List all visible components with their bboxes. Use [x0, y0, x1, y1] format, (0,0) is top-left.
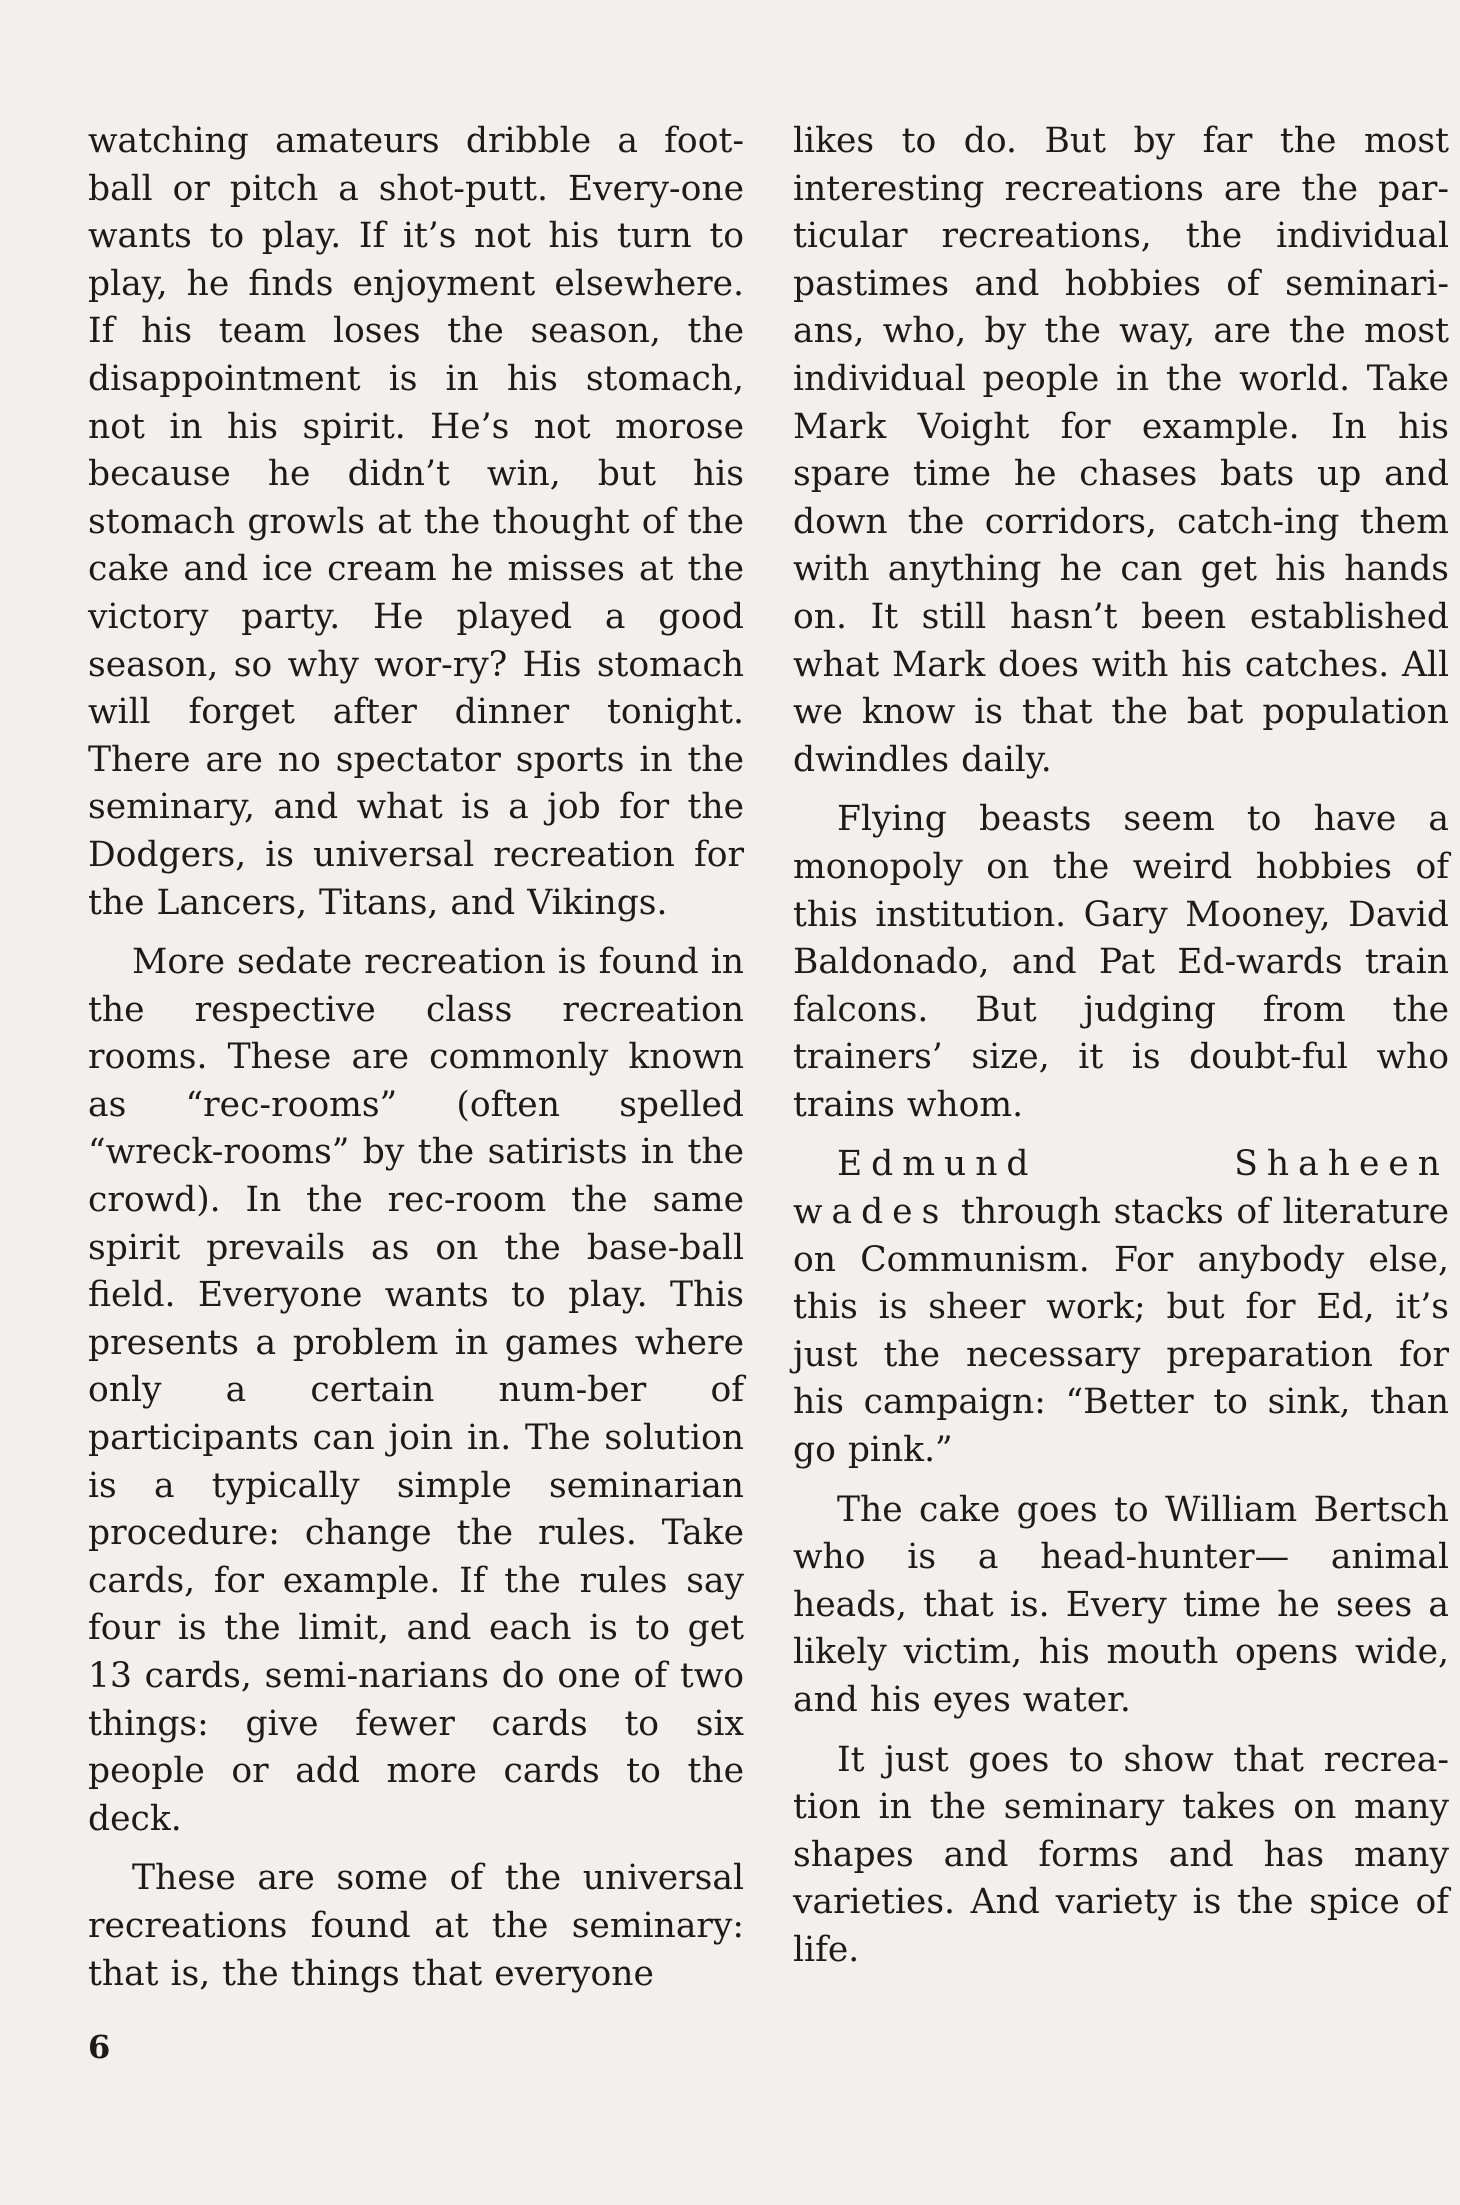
paragraph: These are some of the universal recreations found at the seminary: that is, the things that everyone	[88, 1858, 744, 1994]
paragraph: More sedate recreation is found in the respective class recreation rooms. These are commonly known as “rec-rooms” (often spelled “wreck-rooms” by the satirists in the crowd). In the rec-room the same spirit prevails as on the base-ball field. Everyone wants to play. This presents a problem in games where only a certain num-ber of participants can join in. The solution is a typically simple seminarian procedure: change the rules. Take cards, for example. If the rules say four is the limit, and each is to get 13 cards, semi-narians do one of two things: give fewer cards to six people or add more cards to the deck.	[88, 942, 744, 1839]
paragraph: watching amateurs dribble a foot-ball or pitch a shot-putt. Every-one wants to play. If it’s not his turn to play, he finds enjoyment elsewhere. If his team loses the season, the disappointment is in his stomach, not in his spirit. He’s not morose because he didn’t win, but his stomach growls at the thought of the cake and ice cream he misses at the victory party. He played a good season, so why wor-ry? His stomach will forget after dinner tonight. There are no spectator sports in the seminary, and what is a job for the Dodgers, is universal recreation for the Lancers, Titans, and Vikings.	[88, 121, 744, 923]
left-column	[88, 118, 744, 1998]
spaced-name-line: Edmund Shaheen wades	[793, 1144, 1449, 1233]
paragraph: It just goes to show that recrea-tion in the seminary takes on many shapes and forms and has many varieties. And variety is the spice of life.	[793, 1739, 1449, 1970]
right-column	[793, 118, 1449, 1975]
paragraph-continuation: through stacks of literature on Communism. For anybody else, this is sheer work; but for Ed, it’s just the necessary preparation for his campaign: “Better to sink, than go pink.”	[793, 1192, 1449, 1471]
paragraph: likes to do. But by far the most interesting recreations are the par-ticular recreations, the individual pastimes and hobbies of seminari-ans, who, by the way, are the most individual people in the world. Take Mark Voight for example. In his spare time he chases bats up and down the corridors, catch-ing them with anything he can get his hands on. It still hasn’t been established what Mark does with his catches. All we know is that the bat population dwindles daily.	[793, 121, 1449, 780]
paragraph	[793, 1141, 1449, 1474]
paragraph: Flying beasts seem to have a monopoly on the weird hobbies of this institution. Gary Mooney, David Baldonado, and Pat Ed-wards train falcons. But judging from the trainers’ size, it is doubt-ful who trains whom.	[793, 799, 1449, 1125]
paragraph: The cake goes to William Bertsch who is a head-hunter— animal heads, that is. Every time he sees a likely victim, his mouth opens wide, and his eyes water.	[793, 1489, 1449, 1720]
page-number: 6	[88, 2028, 111, 2066]
